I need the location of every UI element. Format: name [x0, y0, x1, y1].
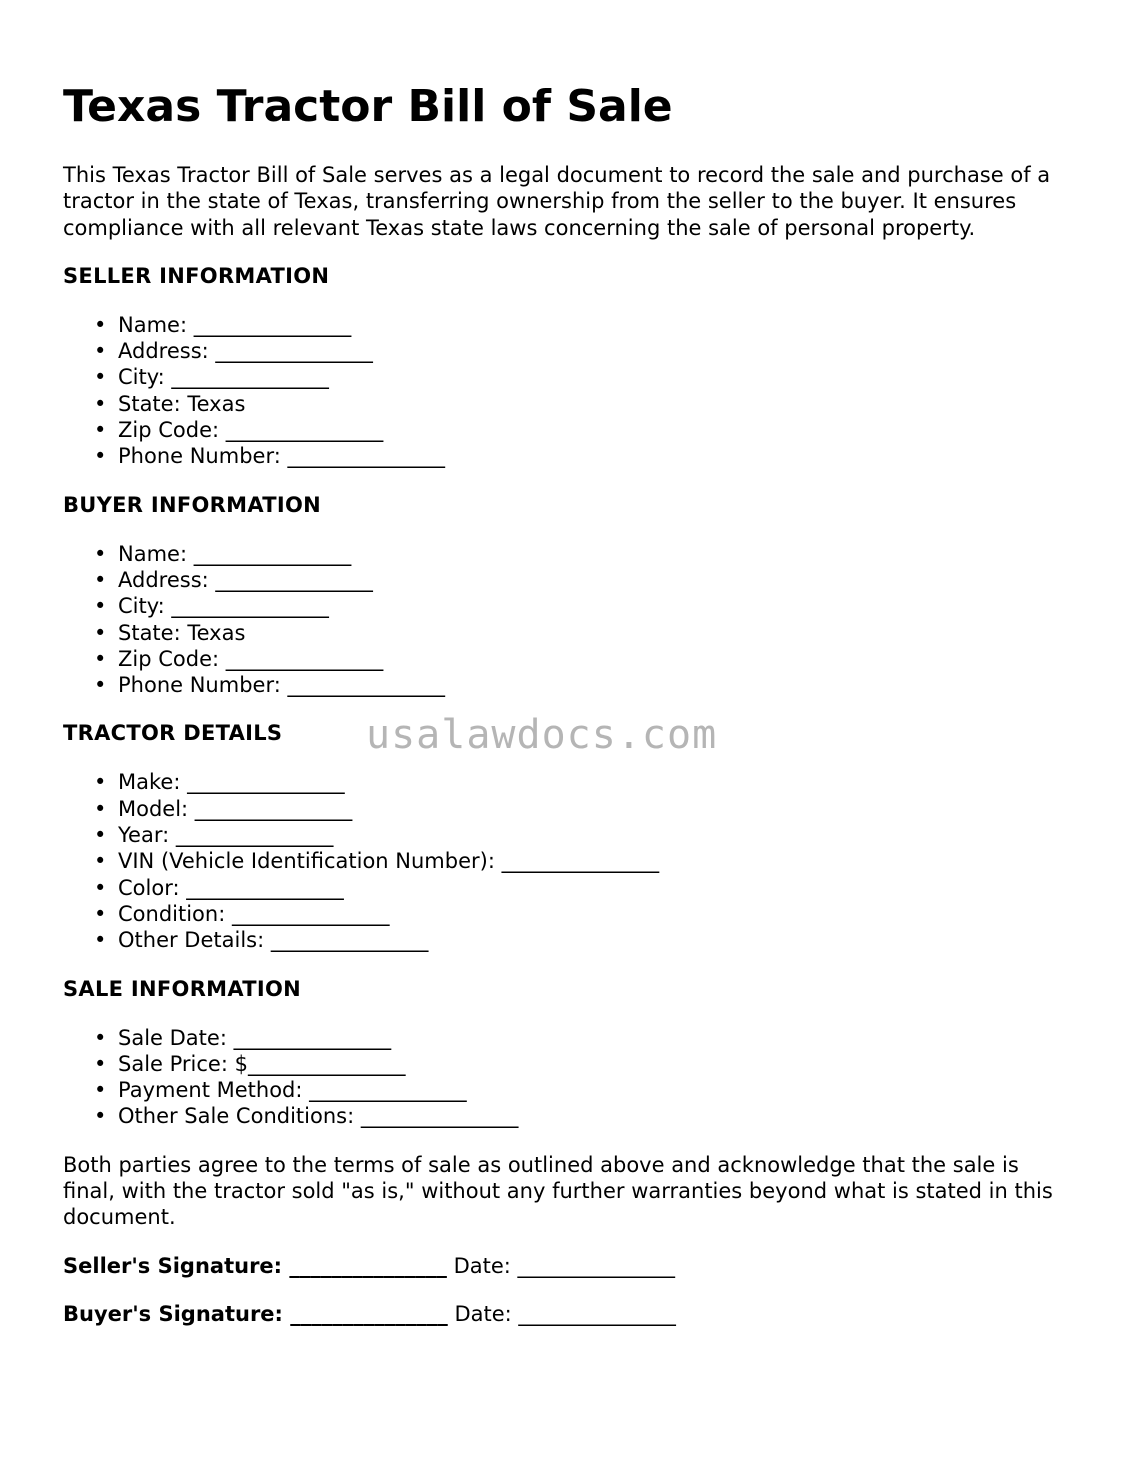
tractor-make-item — [94, 769, 1073, 795]
tractor-section-heading: TRACTOR DETAILS — [63, 721, 283, 746]
list-item-text: Make: _______________ — [118, 770, 345, 795]
bullet: • — [94, 1025, 107, 1050]
list-item-text: Phone Number: _______________ — [118, 673, 445, 698]
sale-section-heading: SALE INFORMATION — [63, 976, 302, 1001]
bullet: • — [94, 567, 107, 592]
tractor-details-list — [63, 769, 1073, 953]
bullet: • — [94, 673, 107, 698]
seller-date-label: Date: _______________ — [446, 1253, 676, 1278]
bullet: • — [94, 770, 107, 795]
buyer-address-item — [94, 567, 1073, 593]
list-item-text: Payment Method: _______________ — [118, 1078, 467, 1103]
bullet: • — [94, 594, 107, 619]
bullet: • — [94, 849, 107, 874]
list-item-text: Name: _______________ — [118, 312, 352, 337]
bullet: • — [94, 796, 107, 821]
sale-date-item — [94, 1025, 1073, 1051]
bullet: • — [94, 928, 107, 953]
list-item-text: Other Sale Conditions: _______________ — [118, 1104, 519, 1129]
sale-price-item — [94, 1051, 1073, 1077]
document-title: Texas Tractor Bill of Sale — [63, 81, 673, 132]
bullet: • — [94, 365, 107, 390]
bullet: • — [94, 620, 107, 645]
tractor-color-item — [94, 875, 1073, 901]
list-item-text: City: _______________ — [118, 594, 329, 619]
list-item-text: Address: _______________ — [118, 567, 373, 592]
bullet: • — [94, 823, 107, 848]
bullet: • — [94, 391, 107, 416]
tractor-condition-item — [94, 901, 1073, 927]
buyer-name-item — [94, 541, 1073, 567]
seller-signature-label: Seller's Signature: _______________ — [63, 1253, 447, 1278]
bullet: • — [94, 339, 107, 364]
seller-zip-item — [94, 417, 1073, 443]
watermark: usalawdocs.com — [366, 712, 718, 758]
buyer-signature-label: Buyer's Signature: _______________ — [63, 1301, 448, 1326]
list-item-text: Address: _______________ — [118, 339, 373, 364]
bullet: • — [94, 444, 107, 469]
bullet: • — [94, 646, 107, 671]
buyer-section-heading: BUYER INFORMATION — [63, 492, 322, 517]
list-item-text: Zip Code: _______________ — [118, 418, 384, 443]
other-sale-conditions-item — [94, 1103, 1073, 1129]
bullet: • — [94, 1078, 107, 1103]
buyer-phone-item — [94, 672, 1073, 698]
tractor-year-item — [94, 822, 1073, 848]
list-item-text: Year: _______________ — [118, 823, 334, 848]
list-item-text: State: Texas — [118, 391, 246, 416]
sale-info-list — [63, 1025, 1073, 1130]
buyer-info-list — [63, 541, 1073, 699]
tractor-vin-item — [94, 848, 1073, 874]
seller-name-item — [94, 312, 1073, 338]
seller-phone-item — [94, 443, 1073, 469]
seller-address-item — [94, 338, 1073, 364]
list-item-text: City: _______________ — [118, 365, 329, 390]
tractor-other-details-item — [94, 927, 1073, 953]
list-item-text: Phone Number: _______________ — [118, 444, 445, 469]
buyer-state-item — [94, 620, 1073, 646]
seller-signature-line — [63, 1253, 1073, 1279]
buyer-date-label: Date: _______________ — [447, 1301, 676, 1326]
bullet: • — [94, 418, 107, 443]
seller-info-list — [63, 312, 1073, 470]
list-item-text: State: Texas — [118, 620, 246, 645]
list-item-text: Name: _______________ — [118, 541, 352, 566]
seller-city-item — [94, 364, 1073, 390]
list-item-text: Model: _______________ — [118, 796, 353, 821]
list-item-text: Condition: _______________ — [118, 901, 390, 926]
bullet: • — [94, 312, 107, 337]
seller-section-heading: SELLER INFORMATION — [63, 263, 330, 288]
list-item-text: Sale Date: _______________ — [118, 1025, 392, 1050]
bullet: • — [94, 1104, 107, 1129]
bullet: • — [94, 875, 107, 900]
list-item-text: Color: _______________ — [118, 875, 344, 900]
tractor-model-item — [94, 796, 1073, 822]
bullet: • — [94, 901, 107, 926]
bullet: • — [94, 1051, 107, 1076]
payment-method-item — [94, 1077, 1073, 1103]
list-item-text: Other Details: _______________ — [118, 928, 429, 953]
list-item-text: Zip Code: _______________ — [118, 646, 384, 671]
buyer-signature-line — [63, 1301, 1073, 1327]
intro-paragraph: This Texas Tractor Bill of Sale serves as a legal document to record the sale and purchase of a tractor in the state of Texas, transferring ownership from the seller to the buyer. It ensures compliance with all relevant Texas state laws concerning the sale of personal property. — [63, 163, 1051, 240]
list-item-text: Sale Price: $_______________ — [118, 1051, 406, 1076]
buyer-city-item — [94, 593, 1073, 619]
bullet: • — [94, 541, 107, 566]
buyer-zip-item — [94, 646, 1073, 672]
list-item-text: VIN (Vehicle Identification Number): _______________ — [118, 849, 660, 874]
seller-state-item — [94, 391, 1073, 417]
closing-paragraph: Both parties agree to the terms of sale as outlined above and acknowledge that the sale is final, with the tractor sold "as is," without any further warranties beyond what is stated in this document. — [63, 1152, 1053, 1230]
